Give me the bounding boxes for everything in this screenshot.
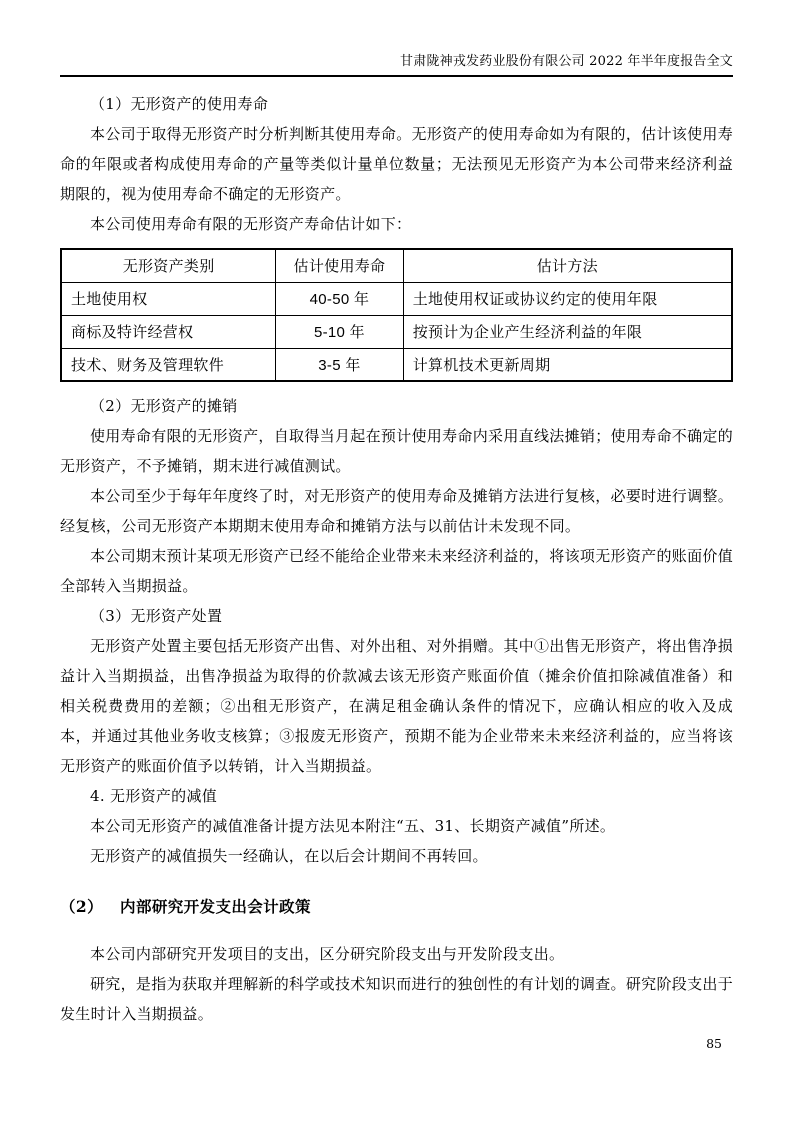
- paragraph: 无形资产的减值损失一经确认，在以后会计期间不再转回。: [90, 847, 488, 865]
- section-heading-impairment: 4. 无形资产的减值: [90, 787, 218, 805]
- section-heading-rd-policy: [60, 892, 733, 922]
- paragraph: 无形资产处置主要包括无形资产出售、对外出租、对外捐赠。其中①出售无形资产，将出售净损益计入当期损益，出售净损益为取得的价款减去该无形资产账面价值（摊余价值扣除减值准备）和相关税费费用的差额；②出租无形资产，在满足租金确认条件的情况下，应确认相应的收入及成本，并通过其他业务收支核算；③报废无形资产，预期不能为企业带来未来经济利益的，应当将该无形资产的账面价值予以转销，计入当期损益。: [60, 637, 733, 775]
- table-row: [61, 348, 732, 381]
- section-heading-disposal: （3）无形资产处置: [90, 607, 223, 625]
- table-cell: 40-50 年: [276, 282, 403, 315]
- paragraph: 本公司使用寿命有限的无形资产寿命估计如下：: [90, 215, 412, 233]
- document-content: [60, 77, 733, 1029]
- table-row: [61, 315, 732, 348]
- table-header-row: [61, 249, 732, 282]
- table-cell: 土地使用权: [61, 282, 276, 315]
- paragraph: 本公司无形资产的减值准备计提方法见本附注“五、31、长期资产减值”所述。: [90, 817, 616, 835]
- paragraph: 本公司期末预计某项无形资产已经不能给企业带来未来经济利益的，将该项无形资产的账面价值全部转入当期损益。: [60, 547, 733, 595]
- table-cell: 土地使用权证或协议约定的使用年限: [403, 282, 732, 315]
- paragraph: 本公司内部研究开发项目的支出，区分研究阶段支出与开发阶段支出。: [90, 945, 565, 963]
- paragraph: 本公司至少于每年年度终了时，对无形资产的使用寿命及摊销方法进行复核，必要时进行调整。经复核，公司无形资产本期期末使用寿命和摊销方法与以前估计未发现不同。: [60, 487, 733, 535]
- table-cell: 按预计为企业产生经济利益的年限: [403, 315, 732, 348]
- table-row: [61, 282, 732, 315]
- table-cell: 商标及特许经营权: [61, 315, 276, 348]
- table-header-cell-life: 估计使用寿命: [276, 249, 403, 282]
- report-header-title: 甘肃陇神戎发药业股份有限公司 2022 年半年度报告全文: [60, 50, 733, 77]
- table-header-cell-category: 无形资产类别: [61, 249, 276, 282]
- table-cell: 3-5 年: [276, 348, 403, 381]
- intangible-assets-life-table: [60, 248, 733, 382]
- table-cell: 计算机技术更新周期: [403, 348, 732, 381]
- table-cell: 5-10 年: [276, 315, 403, 348]
- table-header-cell-method: 估计方法: [403, 249, 732, 282]
- section-heading-useful-life: （1）无形资产的使用寿命: [90, 95, 269, 113]
- paragraph: 研究，是指为获取并理解新的科学或技术知识而进行的独创性的有计划的调查。研究阶段支出于发生时计入当期损益。: [60, 975, 733, 1023]
- section-heading-amortization: （2）无形资产的摊销: [90, 397, 238, 415]
- paragraph: 使用寿命有限的无形资产，自取得当月起在预计使用寿命内采用直线法摊销；使用寿命不确定的无形资产，不予摊销，期末进行减值测试。: [60, 427, 733, 475]
- section-number: （2）: [60, 897, 103, 916]
- paragraph: 本公司于取得无形资产时分析判断其使用寿命。无形资产的使用寿命如为有限的，估计该使用寿命的年限或者构成使用寿命的产量等类似计量单位数量；无法预见无形资产为本公司带来经济利益期限的，视为使用寿命不确定的无形资产。: [60, 125, 733, 203]
- table-cell: 技术、财务及管理软件: [61, 348, 276, 381]
- section-title: 内部研究开发支出会计政策: [120, 897, 311, 916]
- page-number: 85: [706, 1036, 722, 1051]
